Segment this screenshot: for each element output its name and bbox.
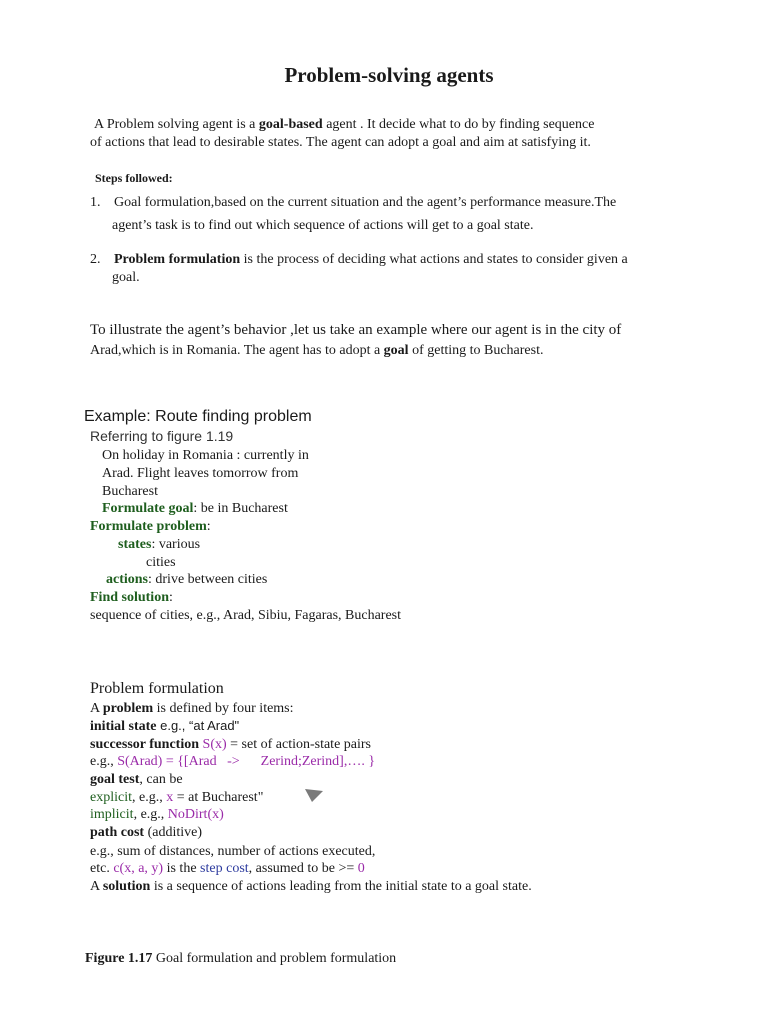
implicit-row bbox=[90, 807, 224, 823]
illustrate-line-2 bbox=[90, 343, 543, 359]
states-value-cont: cities bbox=[146, 555, 176, 570]
step-2-bold-term: Problem formulation bbox=[114, 252, 241, 267]
states-label: states bbox=[118, 537, 152, 552]
example-heading: Example: Route finding problem bbox=[84, 408, 312, 425]
figure-caption-text: Goal formulation and problem formulation bbox=[152, 951, 397, 966]
illustrate-text: of getting to Bucharest. bbox=[408, 343, 544, 358]
solution-bold-term: solution bbox=[102, 879, 151, 894]
step-1-line-2: agent’s task is to find out which sequence of actions will get to a goal state. bbox=[112, 218, 534, 233]
example-reference: Referring to figure 1.19 bbox=[90, 428, 234, 444]
successor-example-row bbox=[90, 754, 375, 770]
explicit-mid: , e.g., bbox=[132, 790, 167, 805]
solution-sequence: sequence of cities, e.g., Arad, Sibiu, Fagaras, Bucharest bbox=[90, 608, 402, 623]
successor-fn: S(x) bbox=[202, 737, 227, 752]
zero-value: 0 bbox=[357, 861, 365, 876]
goal-test-label: goal test bbox=[90, 772, 140, 787]
actions-label: actions bbox=[106, 572, 148, 587]
initial-state-row bbox=[90, 718, 239, 735]
goal-test-value: , can be bbox=[139, 772, 183, 787]
formulate-problem-row bbox=[90, 519, 211, 535]
illustrate-line-1: To illustrate the agent’s behavior ,let us take an example where our agent is in the city of bbox=[90, 322, 622, 338]
solution-text: is a sequence of actions leading from the initial state to a goal state. bbox=[150, 879, 532, 894]
figure-caption bbox=[85, 951, 396, 967]
step-2-line-2: goal. bbox=[112, 270, 140, 285]
illustrate-bold-term: goal bbox=[383, 343, 409, 358]
implicit-value: NoDirt(x) bbox=[167, 807, 224, 822]
intro-text: agent . It decide what to do by finding sequence bbox=[322, 117, 595, 132]
step-2-line-1 bbox=[114, 252, 628, 268]
successor-example: S(Arad) = {[Arad -> Zerind;Zerind],…. } bbox=[117, 754, 376, 769]
holiday-line-3: Bucharest bbox=[102, 484, 158, 499]
explicit-var: x bbox=[166, 790, 174, 805]
successor-row bbox=[90, 737, 371, 753]
def-bold-term: problem bbox=[102, 701, 154, 716]
step-cost-row bbox=[90, 861, 365, 877]
intro-bold-term: goal-based bbox=[258, 117, 323, 132]
etc-mid2: , assumed to be >= bbox=[248, 861, 358, 876]
intro-line-2: of actions that lead to desirable states. The agent can adopt a goal and aim at satisfying it. bbox=[90, 135, 591, 150]
path-cost-row bbox=[90, 825, 202, 841]
successor-value: = set of action-state pairs bbox=[226, 737, 372, 752]
initial-state-value: e.g., “at Arad" bbox=[156, 718, 240, 733]
find-solution-colon: : bbox=[168, 590, 173, 605]
initial-state-label: initial state bbox=[90, 719, 157, 734]
solution-definition bbox=[90, 879, 532, 895]
eg-prefix: e.g., bbox=[90, 754, 118, 769]
actions-value: : drive between cities bbox=[148, 572, 268, 587]
pointer-arrow-icon bbox=[304, 788, 324, 804]
path-cost-label: path cost bbox=[90, 825, 145, 840]
problem-definition bbox=[90, 701, 294, 717]
implicit-mid: , e.g., bbox=[133, 807, 168, 822]
states-value: : various bbox=[151, 537, 201, 552]
formulate-goal-row bbox=[102, 501, 288, 517]
step-1-line-1: Goal formulation,based on the current situation and the agent’s performance measure.The bbox=[114, 195, 617, 210]
actions-row bbox=[106, 572, 267, 588]
states-row bbox=[118, 537, 200, 553]
path-cost-value: (additive) bbox=[144, 825, 202, 840]
find-solution-label: Find solution bbox=[90, 590, 169, 605]
formulate-goal-value: : be in Bucharest bbox=[193, 501, 288, 516]
formulate-problem-colon: : bbox=[206, 519, 211, 534]
solution-text: A bbox=[90, 879, 103, 894]
etc-mid: is the bbox=[163, 861, 201, 876]
find-solution-row bbox=[90, 590, 173, 606]
explicit-value: = at Bucharest" bbox=[173, 790, 264, 805]
formulate-problem-label: Formulate problem bbox=[90, 519, 207, 534]
etc-prefix: etc. bbox=[90, 861, 114, 876]
explicit-label: explicit bbox=[90, 790, 132, 805]
cost-fn: c(x, a, y) bbox=[113, 861, 164, 876]
step-cost-term: step cost bbox=[200, 861, 249, 876]
step-number: 1. bbox=[90, 195, 101, 210]
formulate-goal-label: Formulate goal bbox=[102, 501, 194, 516]
def-text: A bbox=[90, 701, 103, 716]
illustrate-text: Arad,which is in Romania. The agent has to adopt a bbox=[90, 343, 384, 358]
intro-line-1 bbox=[94, 117, 594, 133]
formulation-heading: Problem formulation bbox=[90, 680, 224, 697]
def-text: is defined by four items: bbox=[153, 701, 294, 716]
implicit-label: implicit bbox=[90, 807, 134, 822]
step-2-text: is the process of deciding what actions and states to consider given a bbox=[240, 252, 628, 267]
figure-label: Figure 1.17 bbox=[85, 951, 153, 966]
holiday-line-2: Arad. Flight leaves tomorrow from bbox=[102, 466, 299, 481]
holiday-line-1: On holiday in Romania : currently in bbox=[102, 448, 309, 463]
step-number: 2. bbox=[90, 252, 101, 267]
intro-text: A Problem solving agent is a bbox=[94, 117, 259, 132]
successor-label: successor function bbox=[90, 737, 200, 752]
explicit-row bbox=[90, 790, 263, 806]
steps-heading: Steps followed: bbox=[95, 171, 173, 185]
path-cost-example: e.g., sum of distances, number of actions executed, bbox=[90, 844, 376, 859]
goal-test-row bbox=[90, 772, 183, 788]
page-title: Problem-solving agents bbox=[284, 63, 494, 87]
